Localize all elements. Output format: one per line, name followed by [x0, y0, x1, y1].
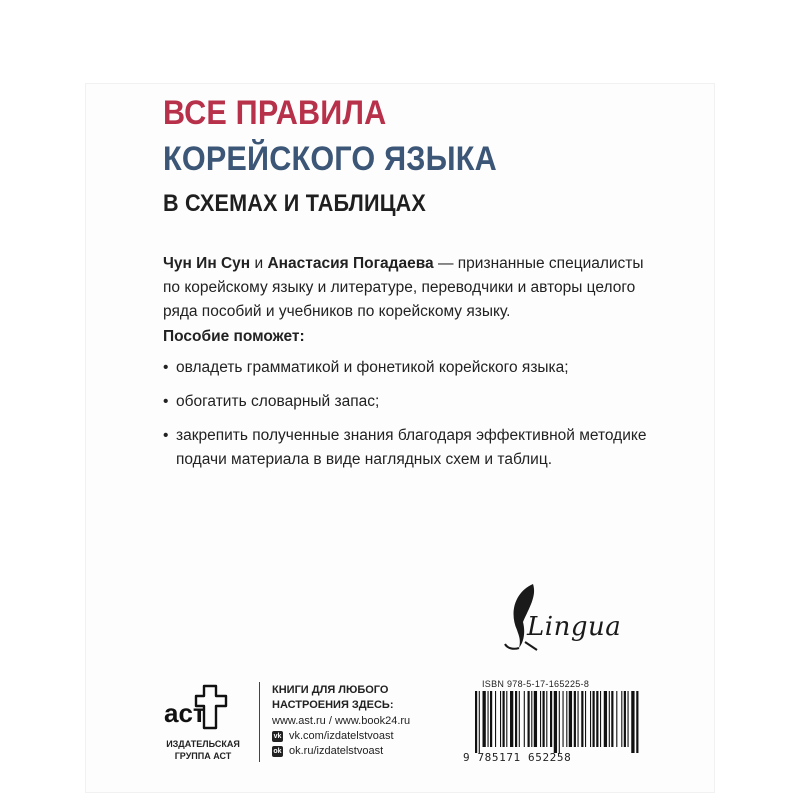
barcode-number: 9 785171 652258 [463, 751, 572, 764]
author-description-text: — признанные специалисты по корейскому языку и литературе, переводчики и авторы целого ряда пособий и учебников по корейскому языку. [163, 255, 644, 320]
books-heading-line-2: НАСТРОЕНИЯ ЗДЕСЬ: [272, 699, 394, 711]
author-2-name: Анастасия Погадаева [267, 255, 434, 272]
helps-heading: Пособие поможет: [163, 328, 305, 345]
books-heading-line-1: КНИГИ ДЛЯ ЛЮБОГО [272, 684, 389, 696]
benefits-list [163, 356, 663, 482]
conjunction: и [250, 255, 268, 272]
barcode-icon [473, 691, 641, 753]
ast-logo-icon [160, 682, 242, 730]
list-item: • закрепить полученные знания благодаря эффективной методике подачи материала в виде наглядных схем и таблиц. [163, 424, 663, 472]
publisher-caption-line-1: ИЗДАТЕЛЬСКАЯ [166, 739, 240, 749]
websites-link[interactable]: www.ast.ru / www.book24.ru [272, 715, 411, 727]
isbn-text: ISBN 978-5-17-165225-8 [482, 679, 590, 689]
lingua-logo-text: Lingua [527, 612, 622, 642]
ast-logo-text: аст [164, 698, 206, 728]
vk-link-text: vk.com/izdatelstvoast [289, 730, 394, 742]
publisher-caption-line-2: ГРУППА АСТ [174, 751, 232, 761]
title-line-2: КОРЕЙСКОГО ЯЗЫКА [163, 140, 497, 178]
title-line-3: В СХЕМАХ И ТАБЛИЦАХ [163, 190, 427, 217]
divider [259, 682, 260, 762]
vk-link[interactable] [272, 730, 394, 742]
ok-icon: ok [273, 747, 282, 755]
list-item: • обогатить словарный запас; [163, 390, 663, 414]
author-1-name: Чун Ин Сун [163, 255, 251, 272]
author-description [163, 252, 663, 324]
ok-link-text: ok.ru/izdatelstvoast [289, 745, 384, 757]
title-line-1: ВСЕ ПРАВИЛА [163, 94, 387, 132]
ok-link[interactable] [272, 745, 383, 757]
list-item: • овладеть грамматикой и фонетикой корейского языка; [163, 356, 663, 380]
publisher-caption [158, 738, 248, 762]
vk-icon: vk [273, 732, 282, 740]
books-heading [272, 683, 393, 713]
